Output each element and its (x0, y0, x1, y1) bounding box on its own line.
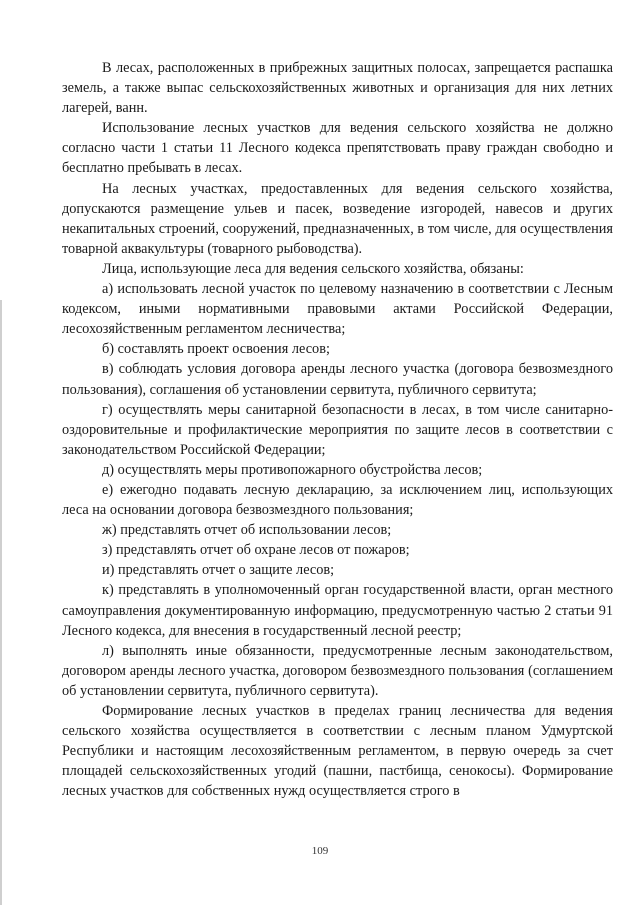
list-item-zh: ж) представлять отчет об использовании лесов; (102, 522, 392, 539)
list-item-v: в) соблюдать условия договора аренды лесного участка (договора безвозмездного пользования), соглашения об установлении сервитута, публичного сервитута; (62, 361, 613, 398)
paragraph-land-formation: Формирование лесных участков в пределах границ лесничества для ведения сельского хозяйства осуществляется в соответствии с лесным планом Удмуртской Республики и настоящим лесохозяйственным регламентом, в первую очередь за счет площадей сельскохозяйственных угодий (пашни, пастбища, сенокосы). Формирование лесных участков для собственных нужд осуществляется строго в (62, 703, 613, 800)
list-item-i: и) представлять отчет о защите лесов; (102, 562, 335, 579)
list-item-l: л) выполнять иные обязанности, предусмотренные лесным законодательством, договором аренды лесного участка, договором безвозмездного пользования (соглашением об установлении сервитута, публичного сервитута). (62, 642, 613, 699)
paragraph-obligations-intro: Лица, использующие леса для ведения сельского хозяйства, обязаны: (102, 260, 524, 277)
list-item-z: з) представлять отчет об охране лесов от пожаров; (102, 542, 410, 559)
paragraph-permitted-structures: На лесных участках, предоставленных для ведения сельского хозяйства, допускаются размещение ульев и пасек, возведение изгородей, навесов и других некапитальных строений, сооружений, предназначенных, в том числе, для осуществления товарной аквакультуры (товарного рыбоводства). (62, 180, 613, 257)
document-body (62, 58, 613, 801)
list-item-b: б) составлять проект освоения лесов; (102, 341, 330, 358)
list-item-a: а) использовать лесной участок по целевому назначению в соответствии с Лесным кодексом, иными нормативными правовыми актами Российской Федерации, лесохозяйственным регламентом лесничества; (62, 281, 613, 338)
paragraph-free-access: Использование лесных участков для ведения сельского хозяйства не должно согласно части 1 статьи 11 Лесного кодекса препятствовать праву граждан свободно и бесплатно пребывать в лесах. (62, 120, 613, 177)
list-item-e: е) ежегодно подавать лесную декларацию, за исключением лиц, использующих леса на основании договора безвозмездного пользования; (62, 481, 613, 519)
list-item-d: д) осуществлять меры противопожарного обустройства лесов; (102, 461, 483, 478)
list-item-g: г) осуществлять меры санитарной безопасности в лесах, в том числе санитарно-оздоровительные и профилактические мероприятия по защите лесов в соответствии с законодательством Российской Федерации; (62, 401, 613, 458)
list-item-k: к) представлять в уполномоченный орган государственной власти, орган местного самоуправления документированную информацию, предусмотренную частью 2 статьи 91 Лесного кодекса, для внесения в государственный лесной реестр; (62, 582, 613, 639)
page-number: 109 (311, 845, 329, 857)
scan-edge-shadow (0, 300, 2, 905)
paragraph-coastal-forests: В лесах, расположенных в прибрежных защитных полосах, запрещается распашка земель, а также выпас сельскохозяйственных животных и организация для них летних лагерей, ванн. (62, 60, 613, 117)
